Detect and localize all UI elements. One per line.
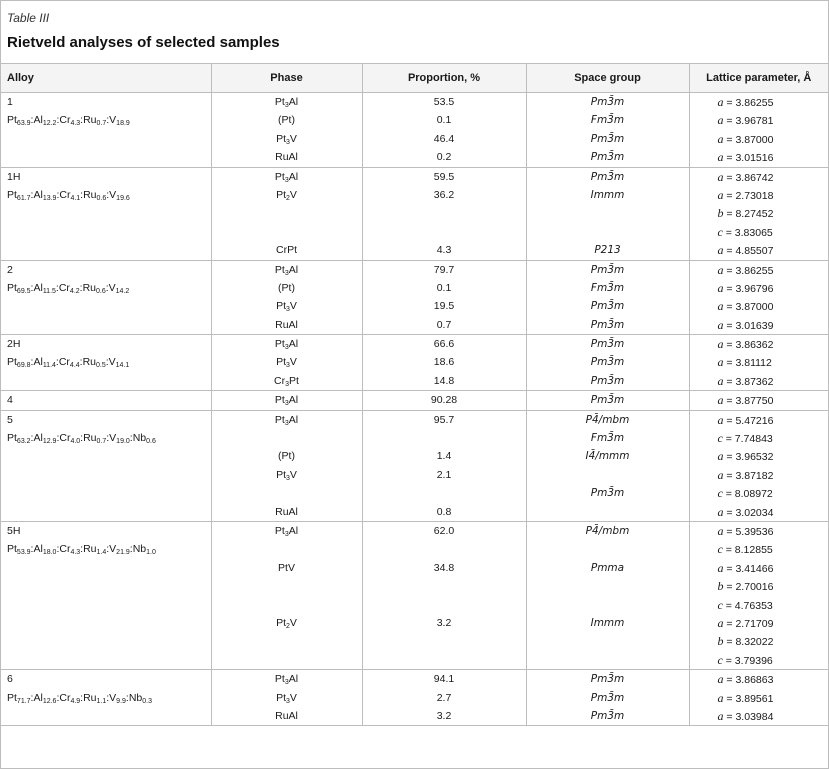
space-group-value: Pm3̄m [590,151,625,164]
proportion-value: 46.4 [433,132,455,145]
space-group-value: Pm3̄m [590,374,625,387]
proportion-value: 18.6 [433,356,455,369]
space-group-cell [526,260,689,335]
lattice-value: a = 3.86362 [717,337,774,352]
space-group-value: Pm3̄m [590,673,625,686]
lattice-cell [689,410,828,521]
proportion-cell [362,410,526,521]
space-group-value: Pm3̄m [590,318,625,331]
alloy-group-row [1,93,828,168]
proportion-value: 59.5 [433,170,455,183]
alloy-composition: $Pt_{53.9}:Al_{18.0}:Cr_{4.3}:Ru_{1.4}:V_{21.9}:Nb_{1.0}$ [7,543,156,557]
lattice-value: b = 8.32022 [717,634,774,649]
proportion-cell [362,167,526,260]
proportion-value: 0.1 [436,281,452,294]
space-group-value: Pm3̄m [590,300,625,313]
space-group-value: I4̄/mmm [585,450,630,463]
proportion-cell [362,521,526,669]
header-phase: Phase [211,64,362,93]
proportion-cell [362,391,526,410]
space-group-value: Pm3̄m [590,356,625,369]
lattice-value: b = 2.70016 [717,579,774,594]
lattice-value: c = 7.74843 [717,431,773,446]
lattice-cell [689,335,828,391]
header-alloy: Alloy [1,64,211,93]
header-row [1,64,828,93]
alloy-composition: $Pt_{63.9}:Al_{12.2}:Cr_{4.3}:Ru_{0.7}:V_{18.9}$ [7,114,130,128]
rietveld-table [1,63,828,726]
space-group-value: Fm3̄m [590,114,625,127]
proportion-value: 3.2 [436,616,452,629]
lattice-value: c = 3.83065 [717,224,773,239]
space-group-value: Pm3̄m [590,170,625,183]
lattice-value: a = 3.03984 [717,708,774,723]
proportion-value: 0.2 [436,151,452,164]
proportion-value: 14.8 [433,374,455,387]
lattice-value: a = 5.47216 [717,412,774,427]
space-group-value: P213 [594,244,621,257]
phase-value: (Pt) [278,450,295,463]
proportion-value: 1.4 [436,450,452,463]
phase-value: $Pt_3V$ [276,468,297,482]
alloy-cell [1,260,211,335]
alloy-group-row [1,521,828,669]
alloy-id: 5 [7,413,13,426]
proportion-value: 34.8 [433,561,455,574]
table-caption: Table III [7,11,50,25]
lattice-cell [689,167,828,260]
phase-value: RuAl [275,151,298,164]
space-group-cell [526,335,689,391]
phase-value: (Pt) [278,114,295,127]
phase-cell [211,167,362,260]
phase-value: PtV [278,561,295,574]
phase-value: $Pt_3Al$ [274,673,299,687]
phase-cell [211,93,362,168]
proportion-value: 66.6 [433,338,455,351]
lattice-value: a = 3.96532 [717,449,774,464]
alloy-id: 2H [7,338,21,351]
space-group-value: Pm3̄m [590,487,625,500]
phase-value: $Pt_3V$ [276,300,297,314]
alloy-cell [1,410,211,521]
lattice-value: a = 3.87750 [717,393,774,408]
proportion-value: 3.2 [436,709,452,722]
header-proportion: Proportion, % [362,64,526,93]
lattice-cell [689,260,828,335]
phase-cell [211,391,362,410]
phase-value: $Pt_3Al$ [274,524,299,538]
space-group-value: Pm3̄m [590,132,625,145]
lattice-value: a = 3.89561 [717,690,774,705]
lattice-value: a = 2.71709 [717,615,774,630]
lattice-value: a = 5.39536 [717,523,774,538]
alloy-id: 4 [7,394,13,407]
phase-value: CrPt [276,244,297,257]
lattice-value: c = 4.76353 [717,597,773,612]
proportion-value: 36.2 [433,188,455,201]
alloy-id: 5H [7,524,21,537]
lattice-value: a = 3.86255 [717,262,774,277]
space-group-value: P4̄/mbm [585,413,630,426]
space-group-cell [526,93,689,168]
phase-value: $Pt_3V$ [276,356,297,370]
table-title: Rietveld analyses of selected samples [7,34,280,51]
phase-value: $Pt_3Al$ [274,96,299,109]
alloy-composition: $Pt_{71.7}:Al_{12.6}:Cr_{4.9}:Ru_{1.1}:V_{9.9}:Nb_{0.3}$ [7,691,152,705]
phase-cell [211,260,362,335]
space-group-cell [526,167,689,260]
lattice-cell [689,670,828,726]
alloy-cell [1,521,211,669]
proportion-value: 0.8 [436,505,452,518]
proportion-value: 0.1 [436,114,452,127]
lattice-value: a = 3.96781 [717,113,774,128]
lattice-value: b = 8.27452 [717,206,774,221]
lattice-value: a = 2.73018 [717,187,774,202]
space-group-value: P4̄/mbm [585,524,630,537]
space-group-value: Pmma [590,561,625,574]
phase-value: $Pt_3Al$ [274,338,299,352]
lattice-value: a = 3.41466 [717,560,774,575]
proportion-value: 0.7 [436,318,452,331]
lattice-value: c = 8.12855 [717,542,773,557]
space-group-value: Pm3̄m [590,394,625,407]
proportion-value: 79.7 [433,263,455,276]
header-space-group: Space group [526,64,689,93]
phase-value: $Pt_2V$ [276,188,297,202]
lattice-value: a = 3.87362 [717,373,774,388]
alloy-composition: $Pt_{63.2}:Al_{12.9}:Cr_{4.0}:Ru_{0.7}:V_{19.0}:Nb_{0.6}$ [7,432,156,446]
phase-value: $Pt_3Al$ [274,263,299,277]
lattice-value: a = 3.96796 [717,280,774,295]
proportion-value: 4.3 [436,244,452,257]
phase-value: $Cr_3Pt$ [274,374,299,388]
lattice-value: a = 4.85507 [717,243,774,258]
lattice-value: c = 8.08972 [717,486,773,501]
space-group-value: Immm [590,188,625,201]
alloy-id: 1 [7,96,13,108]
alloy-composition: $Pt_{69.8}:Al_{11.4}:Cr_{4.4}:Ru_{0.5}:V_{14.1}$ [7,356,130,370]
space-group-value: Pm3̄m [590,338,625,351]
proportion-value: 62.0 [433,524,455,537]
phase-cell [211,410,362,521]
lattice-cell [689,93,828,168]
alloy-cell [1,391,211,410]
lattice-cell [689,521,828,669]
lattice-value: a = 3.81112 [717,355,772,370]
lattice-value: a = 3.87000 [717,299,774,314]
phase-cell [211,335,362,391]
phase-value: $Pt_3Al$ [274,413,299,427]
alloy-group-row [1,391,828,410]
phase-value: RuAl [275,318,298,331]
proportion-value: 95.7 [433,413,455,426]
proportion-value: 2.1 [436,468,452,481]
lattice-value: a = 3.01516 [717,150,774,165]
proportion-value: 90.28 [430,394,458,407]
space-group-value: Immm [590,616,625,629]
proportion-value: 94.1 [433,673,455,686]
alloy-group-row [1,167,828,260]
alloy-group-row [1,410,828,521]
table-body [1,93,828,726]
space-group-cell [526,521,689,669]
lattice-value: a = 3.86255 [717,95,774,109]
proportion-cell [362,93,526,168]
alloy-id: 6 [7,673,13,686]
phase-value: $Pt_3V$ [276,691,297,705]
alloy-composition: $Pt_{61.7}:Al_{13.9}:Cr_{4.1}:Ru_{0.6}:V_{19.6}$ [7,188,130,202]
alloy-id: 1H [7,170,21,183]
phase-value: $Pt_3Al$ [274,170,299,184]
alloy-cell [1,670,211,726]
phase-value: (Pt) [278,281,295,294]
alloy-group-row [1,670,828,726]
space-group-value: Fm3̄m [590,281,625,294]
proportion-value: 53.5 [433,96,455,108]
space-group-cell [526,670,689,726]
lattice-value: a = 3.86863 [717,672,774,687]
space-group-cell [526,410,689,521]
alloy-cell [1,335,211,391]
proportion-value: 2.7 [436,691,452,704]
lattice-value: a = 3.02034 [717,504,774,519]
proportion-cell [362,670,526,726]
alloy-cell [1,93,211,168]
alloy-composition: $Pt_{69.5}:Al_{11.5}:Cr_{4.2}:Ru_{0.6}:V_{14.2}$ [7,281,130,295]
lattice-value: a = 3.87182 [717,467,774,482]
phase-cell [211,670,362,726]
phase-value: $Pt_3Al$ [274,394,299,408]
space-group-value: Pm3̄m [590,709,625,722]
alloy-cell [1,167,211,260]
phase-value: RuAl [275,709,298,722]
lattice-cell [689,391,828,410]
alloy-group-row [1,260,828,335]
space-group-value: Fm3̄m [590,432,625,445]
lattice-value: a = 3.86742 [717,169,774,184]
phase-cell [211,521,362,669]
proportion-cell [362,260,526,335]
space-group-cell [526,391,689,410]
lattice-value: a = 3.87000 [717,131,774,146]
proportion-value: 19.5 [433,300,455,313]
space-group-value: Pm3̄m [590,263,625,276]
phase-value: $Pt_2V$ [276,616,297,630]
phase-value: RuAl [275,505,298,518]
proportion-cell [362,335,526,391]
header-lattice-parameter: Lattice parameter, Å [689,64,828,93]
space-group-value: Pm3̄m [590,96,625,108]
lattice-value: c = 3.79396 [717,652,773,667]
space-group-value: Pm3̄m [590,691,625,704]
alloy-group-row [1,335,828,391]
phase-value: $Pt_3V$ [276,132,297,146]
alloy-id: 2 [7,263,13,276]
lattice-value: a = 3.01639 [717,317,774,332]
